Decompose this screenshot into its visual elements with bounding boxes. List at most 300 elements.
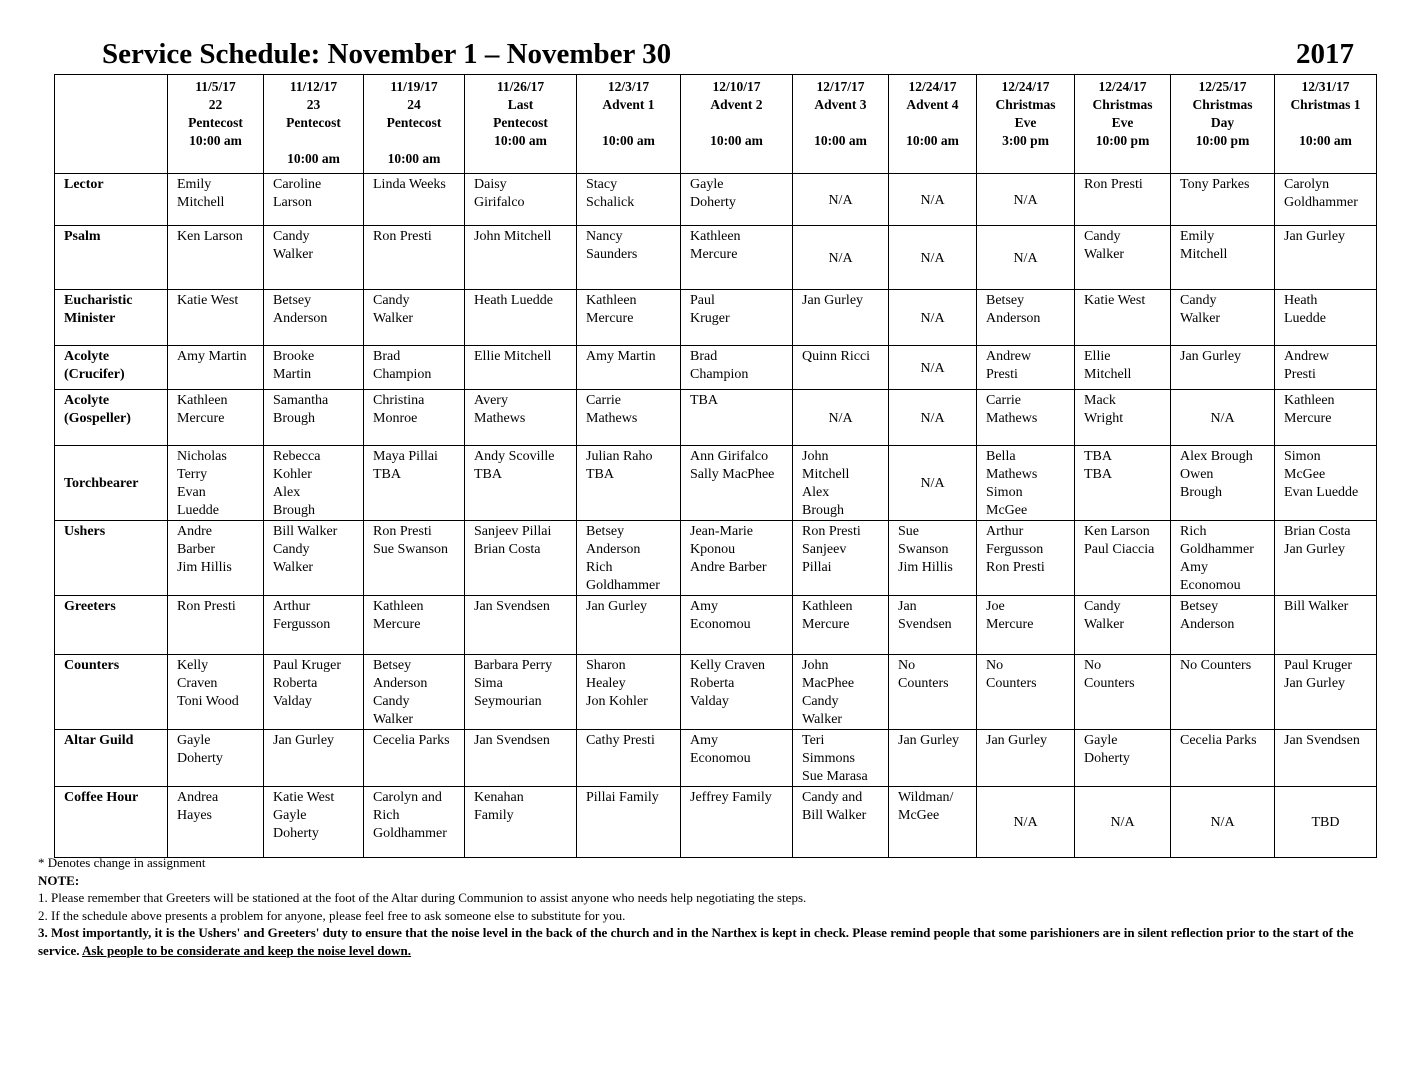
cell-line: Kohler [273,467,312,482]
column-header-line: Pentecost [493,115,548,130]
cell-line: Counters [898,676,949,691]
row-label [55,655,168,730]
schedule-cell [168,446,264,521]
cell-line: Brough [273,503,315,518]
cell-line: Girifalco [474,195,525,210]
cell-line: Nicholas [177,449,227,464]
cell-line: N/A [1013,192,1038,208]
cell-line: No [898,658,916,673]
cell-line: Anderson [273,311,328,326]
row-label-line: Psalm [64,229,101,244]
cell-line: Teri [802,733,825,748]
note-2: 2. If the schedule above presents a problem for anyone, please feel free to ask someone else to substitute for you. [38,907,626,923]
row-label [55,730,168,787]
row-label-line: Eucharistic [64,293,133,308]
cell-line: Healey [586,676,626,691]
column-header [465,75,577,174]
cell-line: Tony Parkes [1180,177,1250,192]
column-header-line: 12/24/17 [1001,79,1050,94]
cell-line: Barber [177,542,216,557]
cell-line: Simmons [802,751,855,766]
cell-line: Hayes [177,808,212,823]
cell-line: Cecelia Parks [373,733,450,748]
schedule-cell [793,787,889,858]
column-header-line: 12/17/17 [816,79,865,94]
schedule-cell [977,174,1075,226]
cell-line: Amy [1180,560,1208,575]
cell-line: N/A [920,192,945,208]
cell-line: Heath Luedde [474,293,553,308]
asterisk-note: * Denotes change in assignment [38,855,206,870]
corner-cell [55,75,168,174]
cell-line: Mathews [474,411,526,426]
cell-line: Kenahan [474,790,524,805]
schedule-cell [364,655,465,730]
cell-line: Toni Wood [177,694,239,709]
cell-line: Amy Martin [586,349,656,364]
column-header [681,75,793,174]
column-header-line: Christmas 1 [1290,97,1361,112]
schedule-cell [465,226,577,290]
schedule-cell [977,730,1075,787]
row-label-line: Altar Guild [64,733,134,748]
cell-line: Paul Kruger [273,658,342,673]
column-header-line: 10:00 am [387,151,441,166]
schedule-row [55,787,1377,858]
cell-line: Amy Martin [177,349,247,364]
cell-line: Jan Gurley [986,733,1048,748]
cell-line: Linda Weeks [373,177,446,192]
cell-line: Saunders [586,247,638,262]
cell-line: Candy [1084,599,1121,614]
schedule-cell [577,346,681,390]
cell-line: Brian Costa [474,542,541,557]
column-header-line: 24 [407,97,421,112]
schedule-cell [577,226,681,290]
schedule-cell [1075,521,1171,596]
cell-line: Rebecca [273,449,321,464]
cell-line: Maya Pillai [373,449,438,464]
column-header-line: 10:00 am [906,133,959,148]
schedule-cell [1171,290,1275,346]
schedule-cell [465,655,577,730]
schedule-row [55,390,1377,446]
header-row [55,75,1377,174]
schedule-cell [681,226,793,290]
schedule-row [55,730,1377,787]
schedule-cell [681,174,793,226]
cell-line: Jan Gurley [586,599,648,614]
cell-line: Kruger [690,311,730,326]
cell-line: Valday [273,694,312,709]
cell-line: Family [474,808,514,823]
schedule-cell [1275,346,1377,390]
column-header [577,75,681,174]
schedule-cell [889,446,977,521]
cell-line: Betsey [986,293,1025,308]
schedule-row [55,226,1377,290]
cell-line: Walker [373,311,414,326]
schedule-cell [364,521,465,596]
schedule-row [55,521,1377,596]
schedule-cell [889,174,977,226]
schedule-cell [364,290,465,346]
cell-line: Mercure [690,247,738,262]
cell-line: Barbara Perry [474,658,553,673]
cell-line: Swanson [898,542,949,557]
column-header [264,75,364,174]
column-header [168,75,264,174]
schedule-cell [1171,226,1275,290]
cell-line: Brough [273,411,315,426]
cell-line: Jan Svendsen [474,733,550,748]
schedule-cell [1171,730,1275,787]
cell-line: Amy [690,599,718,614]
cell-line: Cathy Presti [586,733,655,748]
schedule-row [55,655,1377,730]
cell-line: Ron Presti [986,560,1045,575]
cell-line: N/A [1210,410,1235,426]
row-label-line: Greeters [64,599,116,614]
schedule-cell [1171,787,1275,858]
schedule-cell [1275,226,1377,290]
cell-line: Counters [1084,676,1135,691]
schedule-cell [1275,521,1377,596]
column-header [793,75,889,174]
cell-line: Candy [373,694,410,709]
column-header-line [795,114,886,132]
schedule-cell [168,290,264,346]
cell-line: Valday [690,694,729,709]
cell-line: Kelly [177,658,209,673]
schedule-cell [168,596,264,655]
cell-line: Avery [474,393,508,408]
cell-line: Mitchell [1084,367,1132,382]
cell-line: Evan [177,485,206,500]
cell-line: Brad [373,349,401,364]
cell-line: Kelly Craven [690,658,766,673]
cell-line: Ken Larson [1084,524,1150,539]
cell-line: Mathews [986,411,1038,426]
schedule-cell [1075,655,1171,730]
cell-line: Schalick [586,195,635,210]
schedule-cell [1075,226,1171,290]
cell-line: Paul Ciaccia [1084,542,1155,557]
column-header-line: 10:00 pm [1195,133,1250,148]
schedule-cell [793,174,889,226]
cell-line: Ron Presti [177,599,236,614]
schedule-cell [793,346,889,390]
cell-line: Jeffrey Family [690,790,772,805]
schedule-cell [681,346,793,390]
column-header-line: Eve [1014,115,1037,130]
schedule-cell [465,174,577,226]
row-label [55,596,168,655]
cell-line: Martin [273,367,312,382]
cell-line: TBA [1084,467,1112,482]
schedule-cell [1075,390,1171,446]
schedule-cell [1171,446,1275,521]
cell-line: N/A [828,250,853,266]
cell-line: Kathleen [177,393,228,408]
schedule-cell [264,290,364,346]
schedule-cell [681,446,793,521]
schedule-cell [264,521,364,596]
cell-line: Heath [1284,293,1318,308]
schedule-cell [977,446,1075,521]
cell-line: Kathleen [690,229,741,244]
cell-line: Rich [1180,524,1207,539]
cell-line: Goldhammer [1284,195,1358,210]
cell-line: Ann Girifalco [690,449,769,464]
cell-line: Sally MacPhee [690,467,775,482]
cell-line: Anderson [986,311,1041,326]
cell-line: Svendsen [898,617,952,632]
schedule-cell [465,346,577,390]
cell-line: Rich [373,808,400,823]
column-header-line: 10:00 pm [1095,133,1150,148]
cell-line: Samantha [273,393,329,408]
schedule-cell [364,446,465,521]
cell-line: Emily [177,177,212,192]
column-header-line: 12/10/17 [712,79,761,94]
cell-line: Luedde [177,503,219,518]
cell-line: Andrew [986,349,1032,364]
cell-line: Jan Gurley [1284,229,1346,244]
schedule-cell [1075,446,1171,521]
schedule-cell [793,655,889,730]
schedule-cell [977,787,1075,858]
column-header-line: 10:00 am [189,133,242,148]
cell-line: Paul [690,293,715,308]
cell-line: Rich [586,560,613,575]
schedule-row [55,596,1377,655]
cell-line: Roberta [273,676,318,691]
schedule-cell [1075,346,1171,390]
cell-line: Amy [690,733,718,748]
row-label-line: Minister [64,311,116,326]
note-1: 1. Please remember that Greeters will be stationed at the foot of the Altar during Communion to assist anyone who needs help negotiating the steps. [38,890,807,905]
notes-section [38,854,1370,959]
cell-line: Walker [1180,311,1221,326]
cell-line: Cecelia Parks [1180,733,1257,748]
cell-line: Candy [273,229,310,244]
cell-line: Stacy [586,177,618,192]
cell-line: TBA [586,467,614,482]
page-year: 2017 [1296,38,1354,70]
cell-line: Brough [802,503,844,518]
column-header-line: 11/19/17 [390,79,438,94]
cell-line: Ron Presti [802,524,861,539]
schedule-cell [977,521,1075,596]
cell-line: Walker [273,560,314,575]
row-label-line: (Crucifer) [64,367,125,382]
cell-line: Fergusson [273,617,331,632]
page-title: Service Schedule: November 1 – November 30 [102,38,672,70]
cell-line: Monroe [373,411,418,426]
cell-line: Bill Walker [1284,599,1349,614]
schedule-cell [793,290,889,346]
row-label-line: Counters [64,658,120,673]
cell-line: Anderson [1180,617,1235,632]
cell-line: Sue Swanson [373,542,449,557]
schedule-cell [465,787,577,858]
cell-line: Mitchell [177,195,225,210]
column-header-line: 12/24/17 [1098,79,1147,94]
cell-line: Mathews [586,411,638,426]
column-header-line: Pentecost [386,115,442,130]
cell-line: Anderson [586,542,641,557]
note-heading: NOTE: [38,872,80,888]
schedule-cell [364,226,465,290]
cell-line: Betsey [1180,599,1219,614]
cell-line: Simon [986,485,1023,500]
cell-line: John Mitchell [474,229,552,244]
column-header-line: Last [507,97,534,112]
schedule-cell [1275,174,1377,226]
cell-line: N/A [920,250,945,266]
cell-line: N/A [1110,815,1135,830]
cell-line: Betsey [373,658,412,673]
cell-line: Ellie [1084,349,1111,364]
column-header-line: 22 [208,97,223,112]
row-label [55,290,168,346]
schedule-cell [465,596,577,655]
cell-line: Andrew [1284,349,1330,364]
schedule-cell [793,446,889,521]
schedule-cell [364,390,465,446]
schedule-cell [1275,655,1377,730]
cell-line: Economou [690,751,751,766]
cell-line: Gayle [690,177,724,192]
cell-line: TBA [373,467,401,482]
cell-line: Christina [373,393,425,408]
cell-line: John [802,449,829,464]
row-label [55,787,168,858]
cell-line: Andre Barber [690,560,767,575]
schedule-cell [168,730,264,787]
schedule-row [55,446,1377,521]
schedule-cell [681,787,793,858]
cell-line: Quinn Ricci [802,349,871,364]
cell-line: Walker [373,712,414,727]
cell-line: Sanjeev [802,542,847,557]
cell-line: Economou [1180,578,1241,593]
cell-line: Brad [690,349,718,364]
cell-line: Sima [474,676,503,691]
row-label-line: (Gospeller) [64,411,131,426]
cell-line: Sue [898,524,919,539]
column-header-line: Eve [1111,115,1134,130]
schedule-cell [1075,290,1171,346]
column-header [1275,75,1377,174]
schedule-cell [1075,730,1171,787]
cell-line: Candy and [802,790,863,805]
row-label [55,226,168,290]
cell-line: Ken Larson [177,229,243,244]
schedule-cell [1275,787,1377,858]
schedule-cell [168,521,264,596]
column-header-line: Advent 2 [710,97,763,112]
cell-line: Mitchell [802,467,850,482]
cell-line: Walker [802,712,843,727]
cell-line: Goldhammer [1180,542,1254,557]
cell-line: Jan Gurley [273,733,335,748]
cell-line: Goldhammer [586,578,660,593]
schedule-row [55,290,1377,346]
schedule-cell [577,174,681,226]
cell-line: N/A [828,192,853,208]
cell-line: McGee [1284,467,1326,482]
cell-line: Goldhammer [373,826,447,841]
column-header-line [1277,114,1374,132]
cell-line: Economou [690,617,751,632]
cell-line: Bill Walker [273,524,338,539]
row-label [55,446,168,521]
schedule-cell [577,290,681,346]
schedule-cell [465,290,577,346]
schedule-cell [264,730,364,787]
column-header-line: 10:00 am [1299,133,1352,148]
cell-line: Pillai [802,560,832,575]
cell-line: Kathleen [373,599,424,614]
cell-line: Mercure [986,617,1034,632]
column-header-line: 11/12/17 [289,79,338,94]
column-header-line [366,132,462,150]
row-label [55,346,168,390]
schedule-cell [889,596,977,655]
schedule-cell [264,446,364,521]
schedule-cell [1275,290,1377,346]
cell-line: Mercure [586,311,634,326]
cell-line: Mathews [986,467,1038,482]
row-label [55,390,168,446]
cell-line: Gayle [273,808,307,823]
schedule-cell [465,446,577,521]
cell-line: Gayle [177,733,211,748]
cell-line: Champion [690,367,749,382]
cell-line: N/A [920,310,945,326]
column-header-line: 12/24/17 [908,79,957,94]
cell-line: Andre [177,524,212,539]
schedule-cell [889,787,977,858]
schedule-cell [577,787,681,858]
column-header-line: 10:00 am [602,133,655,148]
cell-line: Candy [273,542,310,557]
schedule-cell [793,521,889,596]
cell-line: Alex [802,485,830,500]
schedule-cell [889,521,977,596]
schedule-cell [264,390,364,446]
cell-line: Candy [802,694,839,709]
cell-line: Bella [986,449,1016,464]
cell-line: Kathleen [1284,393,1335,408]
schedule-cell [889,290,977,346]
cell-line: No [1084,658,1102,673]
schedule-cell [264,655,364,730]
column-header [1075,75,1171,174]
cell-line: Kathleen [586,293,637,308]
cell-line: Brooke [273,349,315,364]
schedule-cell [1171,390,1275,446]
cell-line: Jan Gurley [1284,676,1346,691]
cell-line: Walker [1084,617,1125,632]
cell-line: Carrie [986,393,1021,408]
cell-line: Arthur [986,524,1024,539]
schedule-cell [168,346,264,390]
schedule-cell [977,226,1075,290]
column-header-line: 12/31/17 [1301,79,1350,94]
